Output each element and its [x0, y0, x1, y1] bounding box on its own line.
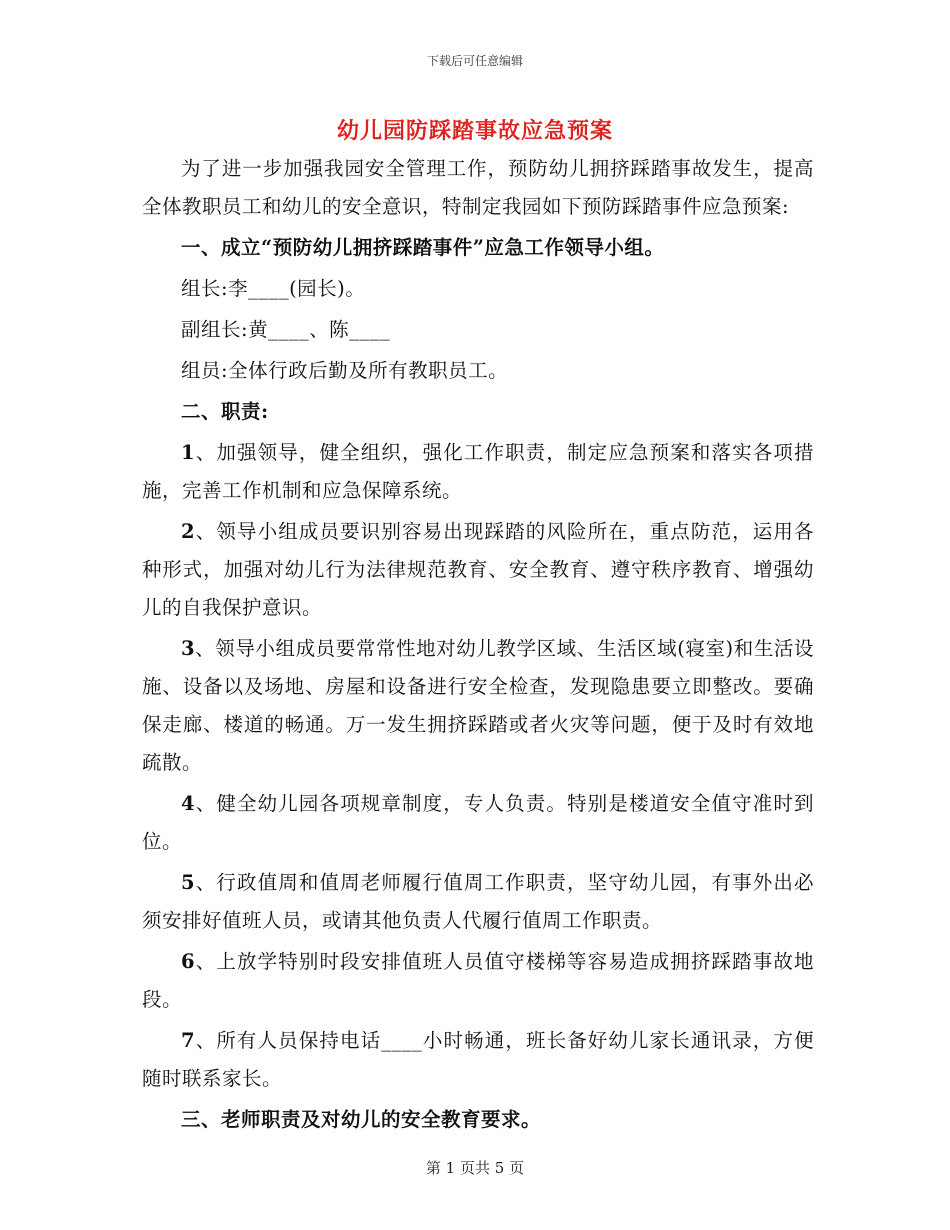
duty-item-text: 、领导小组成员要识别容易出现踩踏的风险所在，重点防范，运用各种形式，加强对幼儿行为法律规范教育、安全教育、遵守秩序教育、增强幼儿的自我保护意识。 — [142, 520, 814, 619]
duty-item-number: 3 — [181, 637, 196, 660]
duty-item-number: 7 — [181, 1029, 196, 1052]
document-body — [142, 150, 814, 1139]
intro-paragraph: 为了进一步加强我园安全管理工作，预防幼儿拥挤踩踏事故发生，提高全体教职员工和幼儿的安全意识，特制定我园如下预防踩踏事件应急预案: — [142, 157, 814, 218]
duty-item-number: 1 — [181, 441, 196, 464]
duty-item-number: 2 — [181, 520, 196, 543]
section-1-heading: 一、成立“预防幼儿拥挤踩踏事件”应急工作领导小组。 — [181, 236, 665, 259]
duty-item-text: 、行政值周和值周老师履行值周工作职责，坚守幼儿园，有事外出必须安排好值班人员，或请其他负责人代履行值周工作职责。 — [142, 871, 814, 932]
duty-item-4 — [142, 785, 814, 861]
duty-item-5 — [142, 864, 814, 940]
duty-item-6 — [142, 943, 814, 1019]
duty-item-text: 、领导小组成员要常常性地对幼儿教学区域、生活区域(寝室)和生活设施、设备以及场地、房屋和设备进行安全检查，发现隐患要立即整改。要确保走廊、楼道的畅通。万一发生拥挤踩踏或者火灾等问题，便于及时有效地疏散。 — [142, 637, 814, 774]
duty-item-number: 6 — [181, 950, 196, 973]
document-title: 幼儿园防踩踏事故应急预案 — [336, 118, 613, 144]
section-3-heading: 三、老师职责及对幼儿的安全教育要求。 — [181, 1108, 542, 1131]
duty-item-7 — [142, 1022, 814, 1098]
duty-item-text: 、加强领导，健全组织，强化工作职责，制定应急预案和落实各项措施，完善工作机制和应急保障系统。 — [142, 441, 814, 502]
header-note: 下载后可任意编辑 — [426, 54, 523, 68]
leader-line: 组长:李____(园长)。 — [181, 277, 366, 300]
page-footer: 第 1 页共 5 页 — [425, 1159, 525, 1177]
duty-item-text: 、上放学特别时段安排值班人员值守楼梯等容易造成拥挤踩踏事故地段。 — [142, 950, 814, 1011]
members-line: 组员:全体行政后勤及所有教职员工。 — [181, 359, 509, 382]
section-2-heading: 二、职责: — [181, 400, 269, 423]
duty-item-text: 、所有人员保持电话____小时畅通，班长备好幼儿家长通讯录，方便随时联系家长。 — [142, 1029, 814, 1090]
duty-item-text: 、健全幼儿园各项规章制度，专人负责。特别是楼道安全值守准时到位。 — [142, 792, 814, 853]
duty-item-2 — [142, 513, 814, 627]
duty-item-number: 4 — [181, 792, 196, 815]
deputy-line: 副组长:黄____、陈____ — [181, 318, 391, 341]
duty-item-1 — [142, 434, 814, 510]
duty-item-number: 5 — [181, 871, 196, 894]
duty-item-3 — [142, 630, 814, 782]
